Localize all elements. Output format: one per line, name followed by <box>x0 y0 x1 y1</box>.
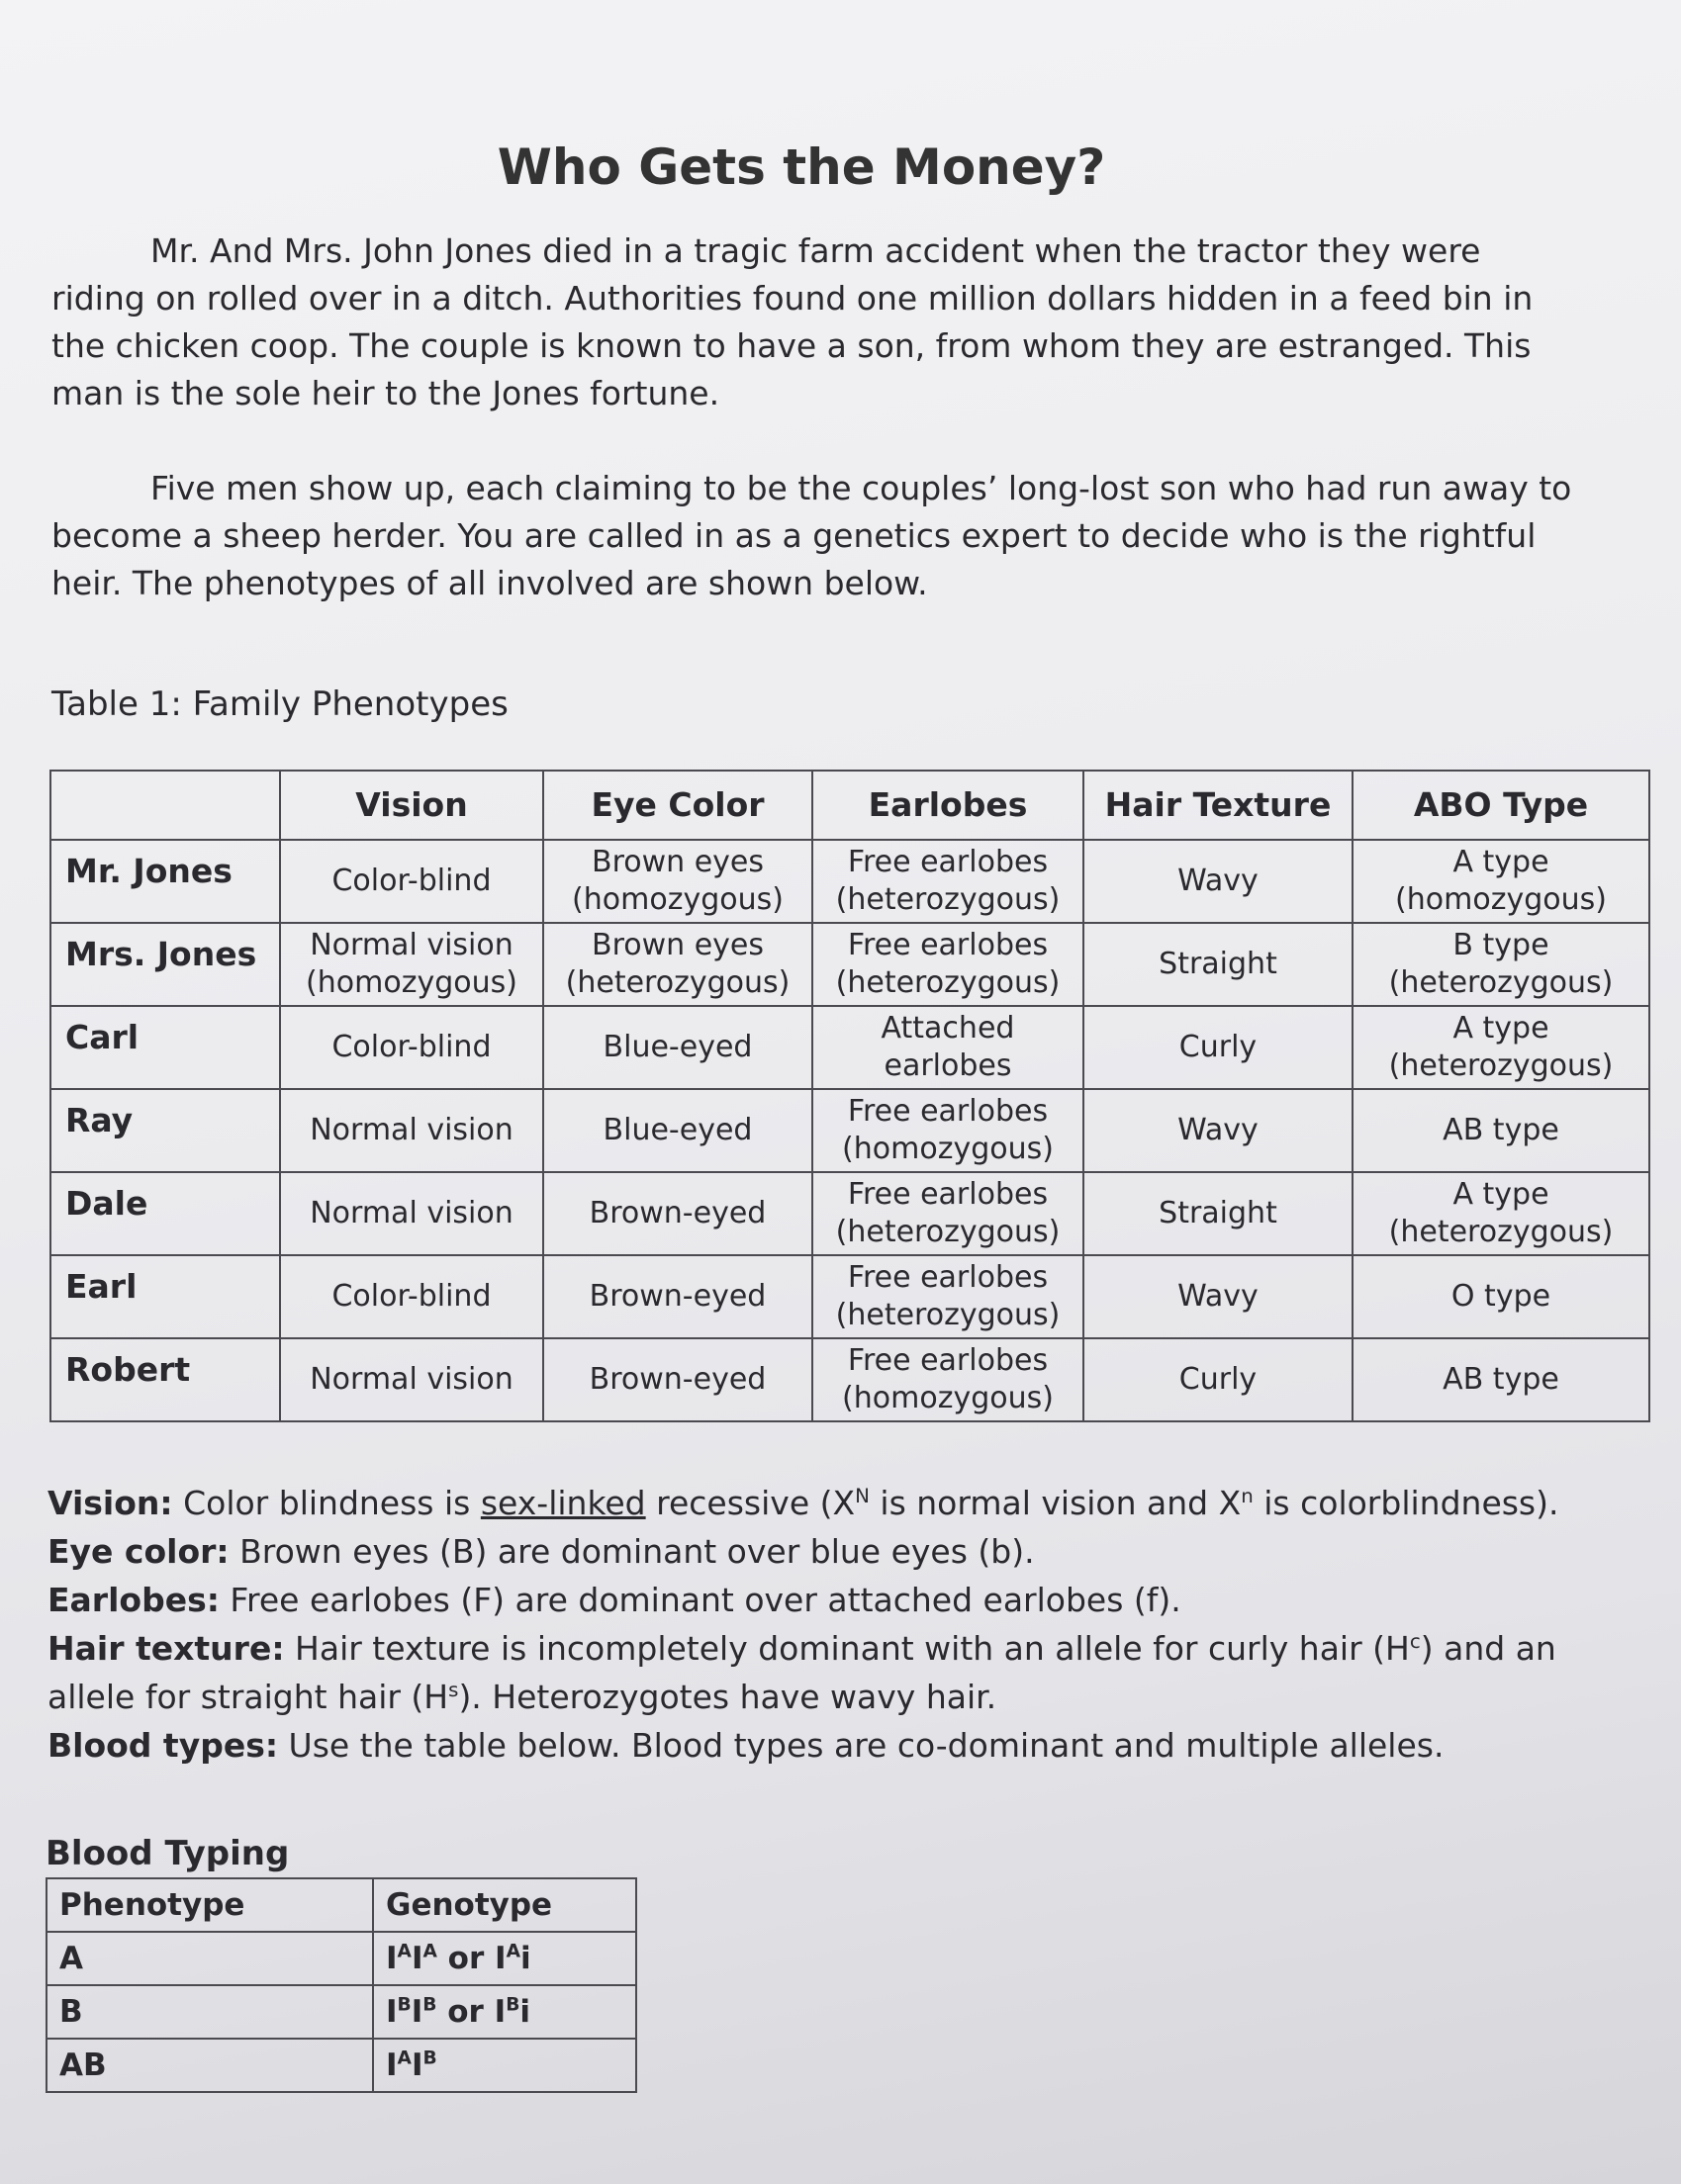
person-name: Dale <box>50 1172 280 1255</box>
table-body <box>50 840 1649 1421</box>
allele-superscript: s <box>448 1679 459 1701</box>
table-header-row <box>50 771 1649 840</box>
person-name: Mr. Jones <box>50 840 280 923</box>
allele-superscript: B <box>397 1994 412 2016</box>
trait-notes <box>47 1479 1631 1770</box>
table-cell <box>1353 1089 1649 1172</box>
table-row <box>50 923 1649 1006</box>
cell-line: A type <box>1452 845 1549 879</box>
table-cell <box>543 1338 812 1421</box>
cell-line: Curly <box>1178 1030 1258 1064</box>
cell-line: Brown-eyed <box>589 1362 767 1397</box>
phenotype-cell: A <box>47 1932 373 1985</box>
cell-line: A type <box>1452 1011 1549 1046</box>
table-row <box>47 1985 636 2039</box>
table-cell <box>1083 1089 1353 1172</box>
header-cell: Earlobes <box>812 771 1083 840</box>
cell-line: Brown eyes <box>592 928 764 962</box>
person-name: Robert <box>50 1338 280 1421</box>
note-text: Hair texture is incompletely dominant with an allele for curly hair (H <box>295 1629 1410 1668</box>
note-text: is normal vision and X <box>880 1484 1242 1522</box>
table-cell <box>812 1338 1083 1421</box>
table-row <box>50 1255 1649 1338</box>
cell-line: AB type <box>1443 1362 1559 1397</box>
cell-line: A type <box>1452 1177 1549 1212</box>
cell-line: earlobes <box>884 1048 1012 1083</box>
note-text: Use the table below. Blood types are co-dominant and multiple alleles. <box>288 1726 1445 1765</box>
cell-line: Curly <box>1178 1362 1258 1397</box>
cell-line: (homozygous) <box>306 965 517 1000</box>
allele-superscript: B <box>422 1994 437 2016</box>
table-row <box>50 1089 1649 1172</box>
table-cell <box>543 840 812 923</box>
cell-line: Free earlobes <box>847 1094 1049 1129</box>
cell-line: AB type <box>1443 1113 1559 1147</box>
blood-typing-table <box>46 1877 637 2093</box>
cell-line: (heterozygous) <box>1388 1215 1614 1249</box>
cell-line: Brown-eyed <box>589 1196 767 1230</box>
table-cell <box>543 1089 812 1172</box>
note-label: Blood types: <box>47 1726 279 1765</box>
table-cell <box>543 1172 812 1255</box>
allele-superscript: c <box>1409 1630 1421 1653</box>
blood-types-note <box>47 1721 1631 1770</box>
cell-line: (heterozygous) <box>1388 1048 1614 1083</box>
table-cell <box>280 840 543 923</box>
note-label: Hair texture: <box>47 1629 285 1668</box>
note-text: recessive (X <box>656 1484 856 1522</box>
person-name: Ray <box>50 1089 280 1172</box>
table-cell <box>280 1006 543 1089</box>
cell-line: Free earlobes <box>847 845 1049 879</box>
sex-linked-term: sex-linked <box>480 1484 646 1522</box>
table-header-row <box>47 1878 636 1932</box>
allele-superscript: A <box>422 1941 437 1962</box>
header-cell: Vision <box>280 771 543 840</box>
allele-superscript: B <box>506 1994 520 2016</box>
table-cell <box>812 1255 1083 1338</box>
note-label: Earlobes: <box>47 1581 220 1619</box>
note-text: Color blindness is <box>183 1484 471 1522</box>
note-text: ) and an allele for straight hair (H <box>47 1629 1556 1716</box>
table-row <box>50 1006 1649 1089</box>
table-cell <box>280 1255 543 1338</box>
cell-line: Free earlobes <box>847 1260 1049 1295</box>
allele-superscript: A <box>397 1941 412 1962</box>
header-cell: Hair Texture <box>1083 771 1353 840</box>
header-cell: Eye Color <box>543 771 812 840</box>
cell-line: (homozygous) <box>842 1132 1054 1166</box>
cell-line: Normal vision <box>310 1196 514 1230</box>
table-cell <box>812 1089 1083 1172</box>
header-cell: Phenotype <box>47 1878 373 1932</box>
cell-line: Blue-eyed <box>603 1113 753 1147</box>
genotype-part: I <box>386 1941 398 1976</box>
header-cell: Genotype <box>373 1878 636 1932</box>
table-cell <box>1083 1255 1353 1338</box>
genotype-part: I <box>386 2048 398 2083</box>
table-cell <box>280 1338 543 1421</box>
cell-line: Attached <box>881 1011 1015 1046</box>
cell-line: (homozygous) <box>842 1381 1054 1415</box>
table-cell <box>812 923 1083 1006</box>
table-cell <box>543 1255 812 1338</box>
cell-line: Color-blind <box>331 864 492 898</box>
person-name: Carl <box>50 1006 280 1089</box>
allele-superscript: B <box>422 2048 437 2069</box>
table-caption: Table 1: Family Phenotypes <box>51 684 509 724</box>
table-cell <box>1083 1172 1353 1255</box>
cell-line: Free earlobes <box>847 1343 1049 1378</box>
cell-line: (homozygous) <box>1395 882 1607 917</box>
table-body <box>47 1932 636 2092</box>
table-cell <box>1083 1338 1353 1421</box>
cell-line: Normal vision <box>310 1362 514 1397</box>
cell-line: (heterozygous) <box>835 965 1061 1000</box>
table-cell <box>1083 1006 1353 1089</box>
allele-superscript: A <box>506 1941 520 1962</box>
cell-line: Brown eyes <box>592 845 764 879</box>
cell-line: Wavy <box>1177 1113 1259 1147</box>
earlobes-note <box>47 1576 1631 1624</box>
header-cell: ABO Type <box>1353 771 1649 840</box>
genotype-part: i <box>519 1941 531 1976</box>
claimants-text: Five men show up, each claiming to be the couples’ long-lost son who had run away to become a sheep herder. You are called in as a genetics expert to decide who is the rightful heir. The phenotypes of all involved are shown below. <box>51 469 1572 602</box>
table-cell <box>1353 1338 1649 1421</box>
allele-superscript: N <box>855 1485 870 1507</box>
table-row <box>50 1172 1649 1255</box>
table-cell <box>1353 1172 1649 1255</box>
table-cell <box>1083 923 1353 1006</box>
cell-line: Brown-eyed <box>589 1279 767 1314</box>
cell-line: Normal vision <box>310 928 514 962</box>
cell-line: (heterozygous) <box>835 1298 1061 1332</box>
cell-line: (heterozygous) <box>565 965 791 1000</box>
note-label: Vision: <box>47 1484 173 1522</box>
table-row <box>47 1932 636 1985</box>
person-name: Earl <box>50 1255 280 1338</box>
genotype-part: or I <box>436 1941 507 1976</box>
table-cell <box>812 1006 1083 1089</box>
phenotype-cell: AB <box>47 2039 373 2092</box>
table-cell <box>543 1006 812 1089</box>
cell-line: Color-blind <box>331 1279 492 1314</box>
table-cell <box>280 1172 543 1255</box>
vision-note <box>47 1479 1631 1527</box>
table-cell <box>1353 840 1649 923</box>
table-cell <box>280 1089 543 1172</box>
table-row <box>47 2039 636 2092</box>
cell-line: (homozygous) <box>572 882 784 917</box>
cell-line: Straight <box>1159 1196 1277 1230</box>
cell-line: Wavy <box>1177 864 1259 898</box>
blood-typing-title: Blood Typing <box>46 1834 290 1873</box>
cell-line: Normal vision <box>310 1113 514 1147</box>
cell-line: Wavy <box>1177 1279 1259 1314</box>
table-cell <box>1353 923 1649 1006</box>
genotype-cell <box>373 2039 636 2092</box>
allele-superscript: A <box>397 2048 412 2069</box>
note-text: ). Heterozygotes have wavy hair. <box>458 1678 997 1716</box>
note-label: Eye color: <box>47 1532 230 1571</box>
cell-line: B type <box>1452 928 1549 962</box>
intro-paragraph <box>51 228 1575 417</box>
note-text: is colorblindness). <box>1263 1484 1559 1522</box>
table-row <box>50 1338 1649 1421</box>
phenotype-cell: B <box>47 1985 373 2039</box>
genotype-part: I <box>411 1941 423 1976</box>
allele-superscript: n <box>1241 1485 1254 1507</box>
table-cell <box>812 1172 1083 1255</box>
cell-line: Straight <box>1159 947 1277 981</box>
table-cell <box>812 840 1083 923</box>
page-title: Who Gets the Money? <box>497 138 1106 196</box>
genotype-part: or I <box>436 1994 507 2030</box>
cell-line: (heterozygous) <box>835 882 1061 917</box>
table-cell <box>1083 840 1353 923</box>
claimants-paragraph <box>51 465 1575 607</box>
cell-line: (heterozygous) <box>1388 965 1614 1000</box>
genotype-cell <box>373 1932 636 1985</box>
genotype-part: I <box>411 1994 423 2030</box>
genotype-part: I <box>411 2048 423 2083</box>
note-text: Brown eyes (B) are dominant over blue eyes (b). <box>239 1532 1035 1571</box>
genotype-part: I <box>386 1994 398 2030</box>
genotype-part: i <box>519 1994 531 2030</box>
table-cell <box>1353 1006 1649 1089</box>
intro-text: Mr. And Mrs. John Jones died in a tragic farm accident when the tractor they were riding on rolled over in a ditch. Authorities found one million dollars hidden in a feed bin in the chicken coop. The couple is known to have a son, from whom they are estranged. This man is the sole heir to the Jones fortune. <box>51 231 1534 412</box>
table-cell <box>280 923 543 1006</box>
table-cell <box>543 923 812 1006</box>
cell-line: Color-blind <box>331 1030 492 1064</box>
family-phenotypes-table <box>49 770 1650 1422</box>
genotype-cell <box>373 1985 636 2039</box>
person-name: Mrs. Jones <box>50 923 280 1006</box>
eye-color-note <box>47 1527 1631 1576</box>
cell-line: Free earlobes <box>847 1177 1049 1212</box>
table-cell <box>1353 1255 1649 1338</box>
hair-texture-note <box>47 1624 1631 1721</box>
cell-line: O type <box>1450 1279 1551 1314</box>
note-text: Free earlobes (F) are dominant over attached earlobes (f). <box>230 1581 1181 1619</box>
header-cell <box>50 771 280 840</box>
cell-line: Blue-eyed <box>603 1030 753 1064</box>
cell-line: (heterozygous) <box>835 1215 1061 1249</box>
table-row <box>50 840 1649 923</box>
cell-line: Free earlobes <box>847 928 1049 962</box>
